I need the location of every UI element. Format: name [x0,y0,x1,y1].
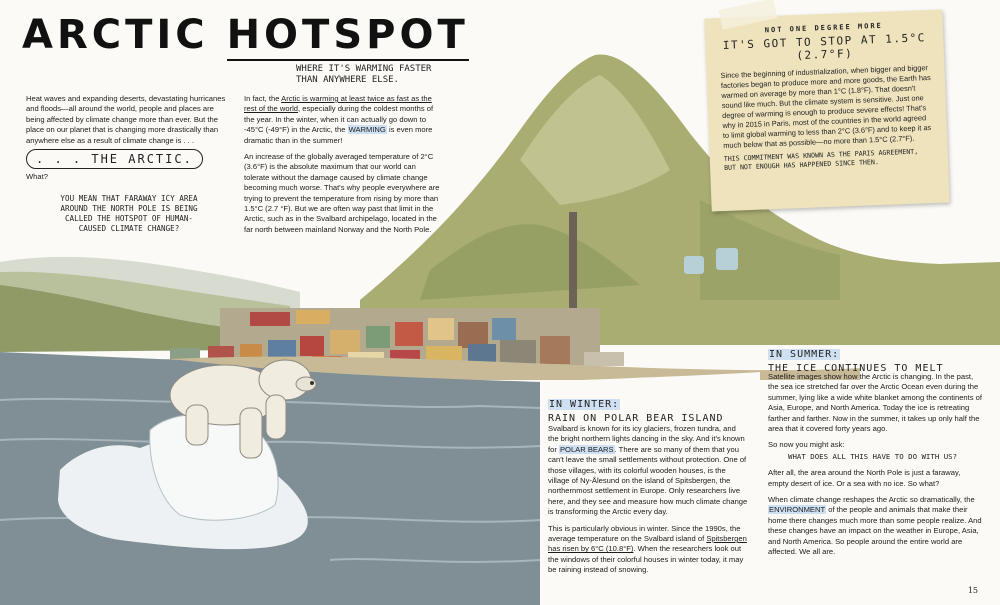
note-footer: THIS COMMITMENT WAS KNOWN AS THE PARIS AGREEMENT, BUT NOT ENOUGH HAS HAPPENED SINCE THEN. [723,147,919,172]
intro-paragraph: Heat waves and expanding deserts, devastating hurricanes and floods—all around the world, people and places are being affected by climate change more than ever. But the place on our planet that is changing more drastically than anywhere else as a result of climate change is . . . [26,94,226,145]
intro-column [26,94,234,152]
faraway-question: YOU MEAN THAT FARAWAY ICY AREA AROUND THE NORTH POLE IS BEING CALLED THE HOTSPOT OF HUMAN-CAUSED CLIMATE CHANGE? [60,194,198,233]
question-callout: WHAT DOES ALL THIS HAVE TO DO WITH US? [788,451,958,461]
warming-column [244,94,442,241]
note-headline: IT'S GOT TO STOP AT 1.5°C (2.7°F) [722,31,927,63]
arctic-speech-bubble: . . . THE ARCTIC. [26,149,203,169]
warming-paragraph: In fact, the Arctic is warming at least twice as fast as the rest of the world, especially during the coldest months of the year. In the winter, when it can actually go down to -45°C (-49°F) in the Arctic, the WARMING is even more dramatic than in the summer! [244,94,434,145]
tagline-note: WHERE IT'S WARMING FASTER THAN ANYWHERE ELSE. [296,64,432,85]
what-question: What? [26,172,48,181]
winter-text: Svalbard is known for its icy glaciers, frozen tundra, and the bright northern lights dancing in the sky. And it's known for POLAR BEARS. There are so many of them that you can't leave the small settlements without protection. One of those villages, with its colorful wooden houses, is the village of Ny-Ålesund on the island of Spitsbergen, the northernmost settlement in Europe. Only researchers live here, and they see and measure how much climate change is transforming the Arctic every day. This is particularly obvious in winter. Since the 1990s, the average temperature on the Svalbard island of Spitsbergen has risen by 6°C (10.8°F). When the researchers look out the windows of their colorful houses in winter today, it may be raining instead of snowing. [548,424,748,575]
summer-heading: IN SUMMER: THE ICE CONTINUES TO MELT [768,349,944,374]
limit-paragraph: An increase of the globally averaged temperature of 2°C (3.6°F) is the absolute maximum that our world can tolerate without the damage caused by climate change becoming much worse. That's why people everywhere are trying to prevent the temperature from rising by more than 1.5°C (2.7 °F). But we are often way past that limit in the Arctic, such as in the Svalbard archipelago, located in the far north between mainland Norway and the North Pole. [244,152,440,234]
page-title: ARCTIC HOTSPOT [22,12,469,58]
storage-tank [716,248,738,270]
storage-tank [684,256,704,274]
note-kicker: NOT ONE DEGREE MORE [764,21,883,35]
page-number: 15 [967,586,978,595]
summer-text: Satellite images show how the Arctic is changing. In the past, the sea ice stretched far over the Arctic Ocean even during the summer, lying like a wide white blanket among the continents of Asia, Europe, and North America. Today the ice is retreating farther and farther. Now in the summer, it takes up only half the area that it covered forty years ago. So now you might ask: WHAT DOES ALL THIS HAVE TO DO WITH US? After all, the area around the North Pole is just a faraway, empty desert of ice. Or a sea with no ice. So what? When climate change reshapes the Arctic so dramatically, the ENVIRONMENT of the people and animals that make their home there changes much more than some people realize. And these changes have an impact on the weather in Europe, Asia, and North America. So people around the entire world are affected. We all are. [768,372,983,557]
paris-agreement-note [704,10,949,212]
winter-heading: IN WINTER: RAIN ON POLAR BEAR ISLAND [548,399,724,424]
note-body: Since the beginning of industrialization, when bigger and bigger factories began to produce more and more goods, the Earth has warmed on average by more than 1°C (1.8°F). That doesn't sound like much. But the climate system is sensitive. Just one degree of warming is enough to produce severe effects! That's why in 2015 in Paris, most of the countries in the world agreed to limit global warming to less than 2°C (3.6°F) and to keep it as much below that as possible—no more than 1.5°C (2.7°F). [720,63,932,151]
